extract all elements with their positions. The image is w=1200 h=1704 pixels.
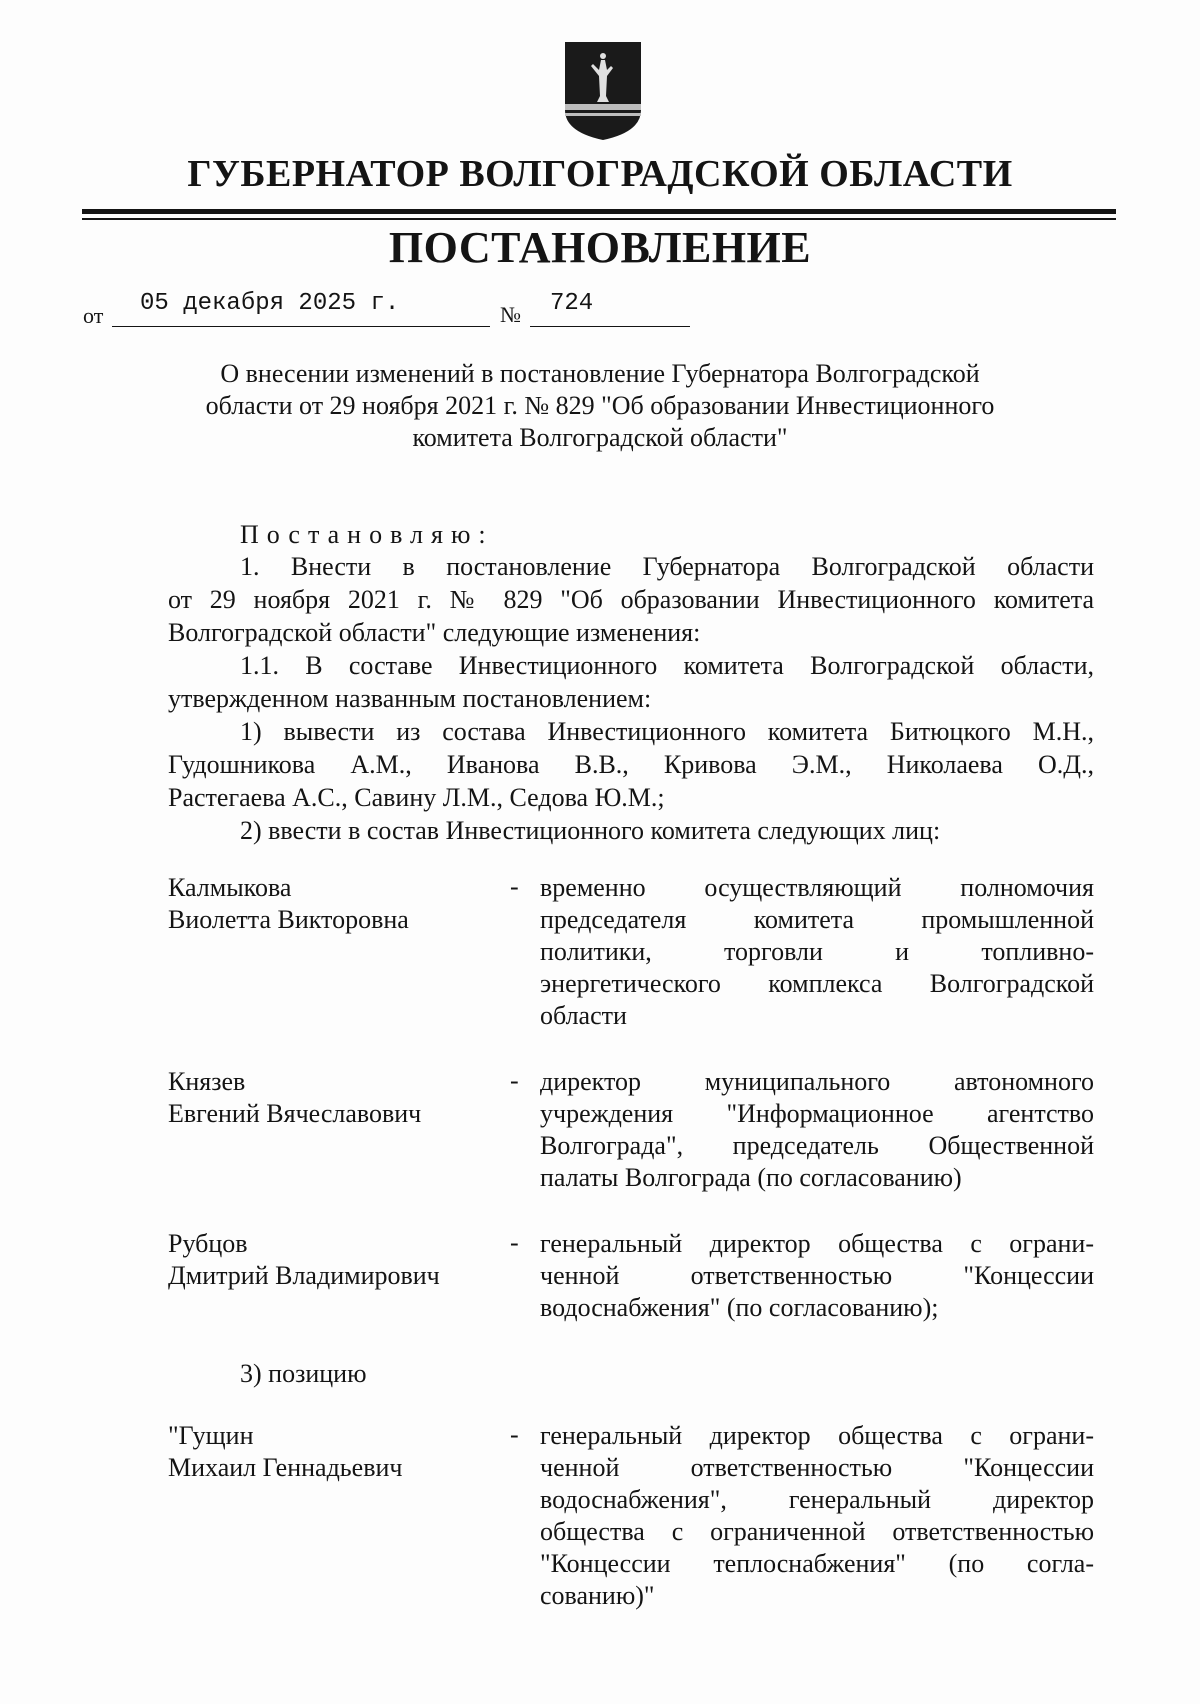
date-underline (112, 326, 490, 327)
paragraph-1-1-line: 1.1. В составе Инвестиционного комитета Волгоградской области, (240, 651, 1094, 680)
coat-of-arms-emblem (563, 40, 643, 142)
position-line: временно осуществляющий полномочия (540, 873, 1094, 902)
person-position (540, 1228, 1094, 1324)
position-line: директор муниципального автономного (540, 1067, 1094, 1096)
person-position (540, 1420, 1094, 1612)
number-label: № (500, 302, 521, 327)
paragraph-1-line: Волгоградской области" следующие изменения: (168, 618, 701, 647)
position-line: водоснабжения", генеральный директор (540, 1485, 1094, 1514)
document-type-title: ПОСТАНОВЛЕНИЕ (388, 223, 812, 272)
position-line: сованию)" (540, 1581, 655, 1610)
decree-word: Постановляю: (240, 520, 494, 549)
person-name (168, 1066, 421, 1130)
person-name (168, 872, 409, 936)
item-1-line: Гудошникова А.М., Иванова В.В., Кривова Э.М., Николаева О.Д., (168, 750, 1094, 779)
person-given-name: Дмитрий Владимирович (168, 1261, 440, 1290)
paragraph-1-line: от 29 ноября 2021 г. № 829 "Об образовании Инвестиционного комитета (168, 585, 1094, 614)
person-dash: - (510, 872, 519, 901)
position-line: учреждения "Информационное агентство (540, 1099, 1094, 1128)
subject-line: комитета Волгоградской области" (412, 423, 788, 452)
person-dash: - (510, 1420, 519, 1449)
person-surname: Рубцов (168, 1229, 248, 1258)
subject-line: О внесении изменений в постановление Губернатора Волгоградской (220, 359, 980, 388)
authority-title: ГУБЕРНАТОР ВОЛГОГРАДСКОЙ ОБЛАСТИ (187, 153, 1013, 195)
person-position (540, 1066, 1094, 1194)
paragraph-1-line: 1. Внести в постановление Губернатора Волгоградской области (240, 552, 1094, 581)
person-given-name: Виолетта Викторовна (168, 905, 409, 934)
person-name (168, 1420, 402, 1484)
position-line: политики, торговли и топливно- (540, 937, 1094, 966)
position-line: энергетического комплекса Волгоградской (540, 969, 1094, 998)
person-given-name: Евгений Вячеславович (168, 1099, 422, 1128)
document-subject (160, 358, 1040, 454)
person-position (540, 872, 1094, 1032)
position-line: палаты Волгограда (по согласованию) (540, 1163, 962, 1192)
item-2-line: 2) ввести в состав Инвестиционного комитета следующих лиц: (240, 816, 941, 845)
person-given-name: Михаил Геннадьевич (168, 1453, 403, 1482)
position-line: общества с ограниченной ответственностью (540, 1517, 1094, 1546)
position-line: Волгограда", председатель Общественной (540, 1131, 1094, 1160)
position-line: генеральный директор общества с ограни- (540, 1421, 1094, 1450)
item-1-line: 1) вывести из состава Инвестиционного комитета Битюцкого М.Н., (240, 717, 1094, 746)
person-surname: Князев (168, 1067, 246, 1096)
header-rule-thin (82, 218, 1116, 220)
person-surname: Калмыкова (168, 873, 292, 902)
subject-line: области от 29 ноября 2021 г. № 829 "Об образовании Инвестиционного (205, 391, 995, 420)
person-dash: - (510, 1228, 519, 1257)
person-dash: - (510, 1066, 519, 1095)
person-name (168, 1228, 440, 1292)
position-line: водоснабжения" (по согласованию); (540, 1293, 939, 1322)
date-label: от (83, 303, 104, 328)
position-line: "Концессии теплоснабжения" (по согла- (540, 1549, 1094, 1578)
position-line: председателя комитета промышленной (540, 905, 1094, 934)
document-date: 05 декабря 2025 г. (140, 290, 400, 317)
header-rule-thick (82, 209, 1116, 214)
position-line: области (540, 1001, 627, 1030)
paragraph-1-1-line: утвержденном названным постановлением: (168, 684, 652, 713)
position-line: ченной ответственностью "Концессии (540, 1261, 1094, 1290)
item-3-line: 3) позицию (240, 1359, 367, 1388)
number-underline (530, 326, 690, 327)
person-surname: "Гущин (168, 1421, 254, 1450)
document-number: 724 (550, 290, 594, 317)
item-1-line: Растегаева А.С., Савину Л.М., Седова Ю.М.; (168, 783, 665, 812)
position-line: ченной ответственностью "Концессии (540, 1453, 1094, 1482)
position-line: генеральный директор общества с ограни- (540, 1229, 1094, 1258)
